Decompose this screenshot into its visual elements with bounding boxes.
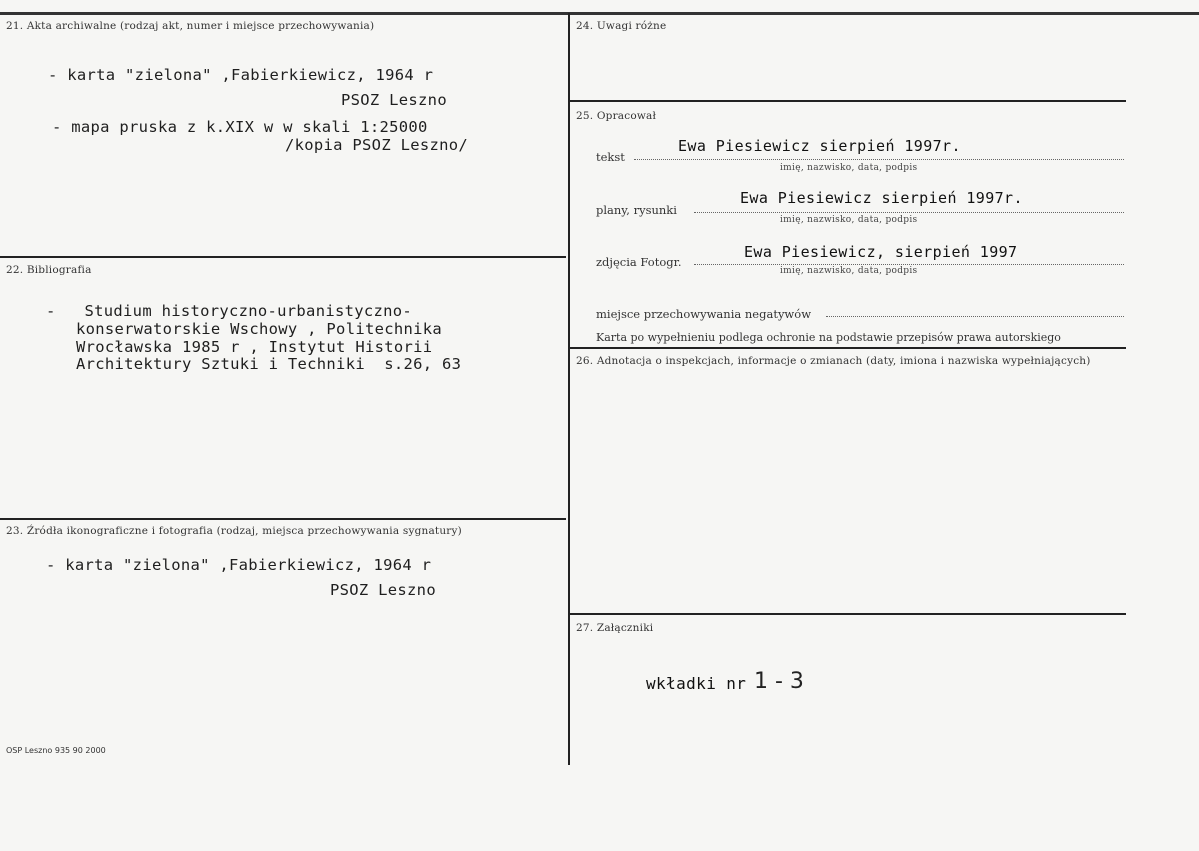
top-border <box>0 12 1199 15</box>
zdjecia-dotted-line <box>694 264 1124 265</box>
section-22-line-4: Architektury Sztuki i Techniki s.26, 63 <box>76 355 462 373</box>
section-22-line-1: - Studium historyczno-urbanistyczno- <box>46 302 413 320</box>
section-24-header: 24. Uwagi różne <box>576 20 667 32</box>
section-21-header: 21. Akta archiwalne (rodzaj akt, numer i miejsce przechowywania) <box>6 20 375 32</box>
zdjecia-caption: imię, nazwisko, data, podpis <box>780 266 918 276</box>
section-27-header: 27. Załączniki <box>576 622 654 634</box>
zdjecia-value: Ewa Piesiewicz, sierpień 1997 <box>744 243 1018 261</box>
tekst-label: tekst <box>596 150 625 164</box>
miejsce-dotted-line <box>826 316 1124 317</box>
section-22-line-2: konserwatorskie Wschowy , Politechnika <box>76 320 443 338</box>
plany-value: Ewa Piesiewicz sierpień 1997r. <box>740 189 1023 207</box>
column-divider <box>568 13 570 765</box>
section-23-line-1: - karta "zielona" ,Fabierkiewicz, 1964 r <box>46 556 432 574</box>
divider-24-25 <box>570 100 1126 102</box>
attachments-value: wkładki nr <box>646 674 747 693</box>
divider-26-27 <box>570 613 1126 615</box>
section-21-line-1: - karta "zielona" ,Fabierkiewicz, 1964 r <box>48 66 434 84</box>
section-23-line-2: PSOZ Leszno <box>330 581 436 599</box>
section-25-header: 25. Opracował <box>576 110 657 122</box>
zdjecia-label: zdjęcia Fotogr. <box>596 255 682 269</box>
divider-21-22 <box>0 256 566 258</box>
attachments-range: 1 - 3 <box>754 669 804 694</box>
plany-label: plany, rysunki <box>596 203 677 217</box>
section-21-line-3: - mapa pruska z k.XIX w w skali 1:25000 <box>52 118 428 136</box>
section-23-header: 23. Źródła ikonograficzne i fotografia (rodzaj, miejsca przechowywania sygnatury) <box>6 525 462 537</box>
plany-caption: imię, nazwisko, data, podpis <box>780 215 918 225</box>
tekst-caption: imię, nazwisko, data, podpis <box>780 163 918 173</box>
divider-25-26 <box>570 347 1126 349</box>
section-26-header: 26. Adnotacja o inspekcjach, informacje o zmianach (daty, imiona i nazwiska wypełniających) <box>576 355 1091 367</box>
tekst-dotted-line <box>634 159 1124 160</box>
karta-notice: Karta po wypełnieniu podlega ochronie na podstawie przepisów prawa autorskiego <box>596 331 1061 344</box>
print-code: OSP Leszno 935 90 2000 <box>6 746 106 755</box>
divider-22-23 <box>0 518 566 520</box>
section-21-line-4: /kopia PSOZ Leszno/ <box>285 136 469 154</box>
tekst-value: Ewa Piesiewicz sierpień 1997r. <box>678 137 961 155</box>
section-22-header: 22. Bibliografia <box>6 264 92 276</box>
miejsce-label: miejsce przechowywania negatywów <box>596 307 812 321</box>
section-21-line-2: PSOZ Leszno <box>341 91 447 109</box>
section-22-line-3: Wrocławska 1985 r , Instytut Historii <box>76 338 433 356</box>
plany-dotted-line <box>694 212 1124 213</box>
